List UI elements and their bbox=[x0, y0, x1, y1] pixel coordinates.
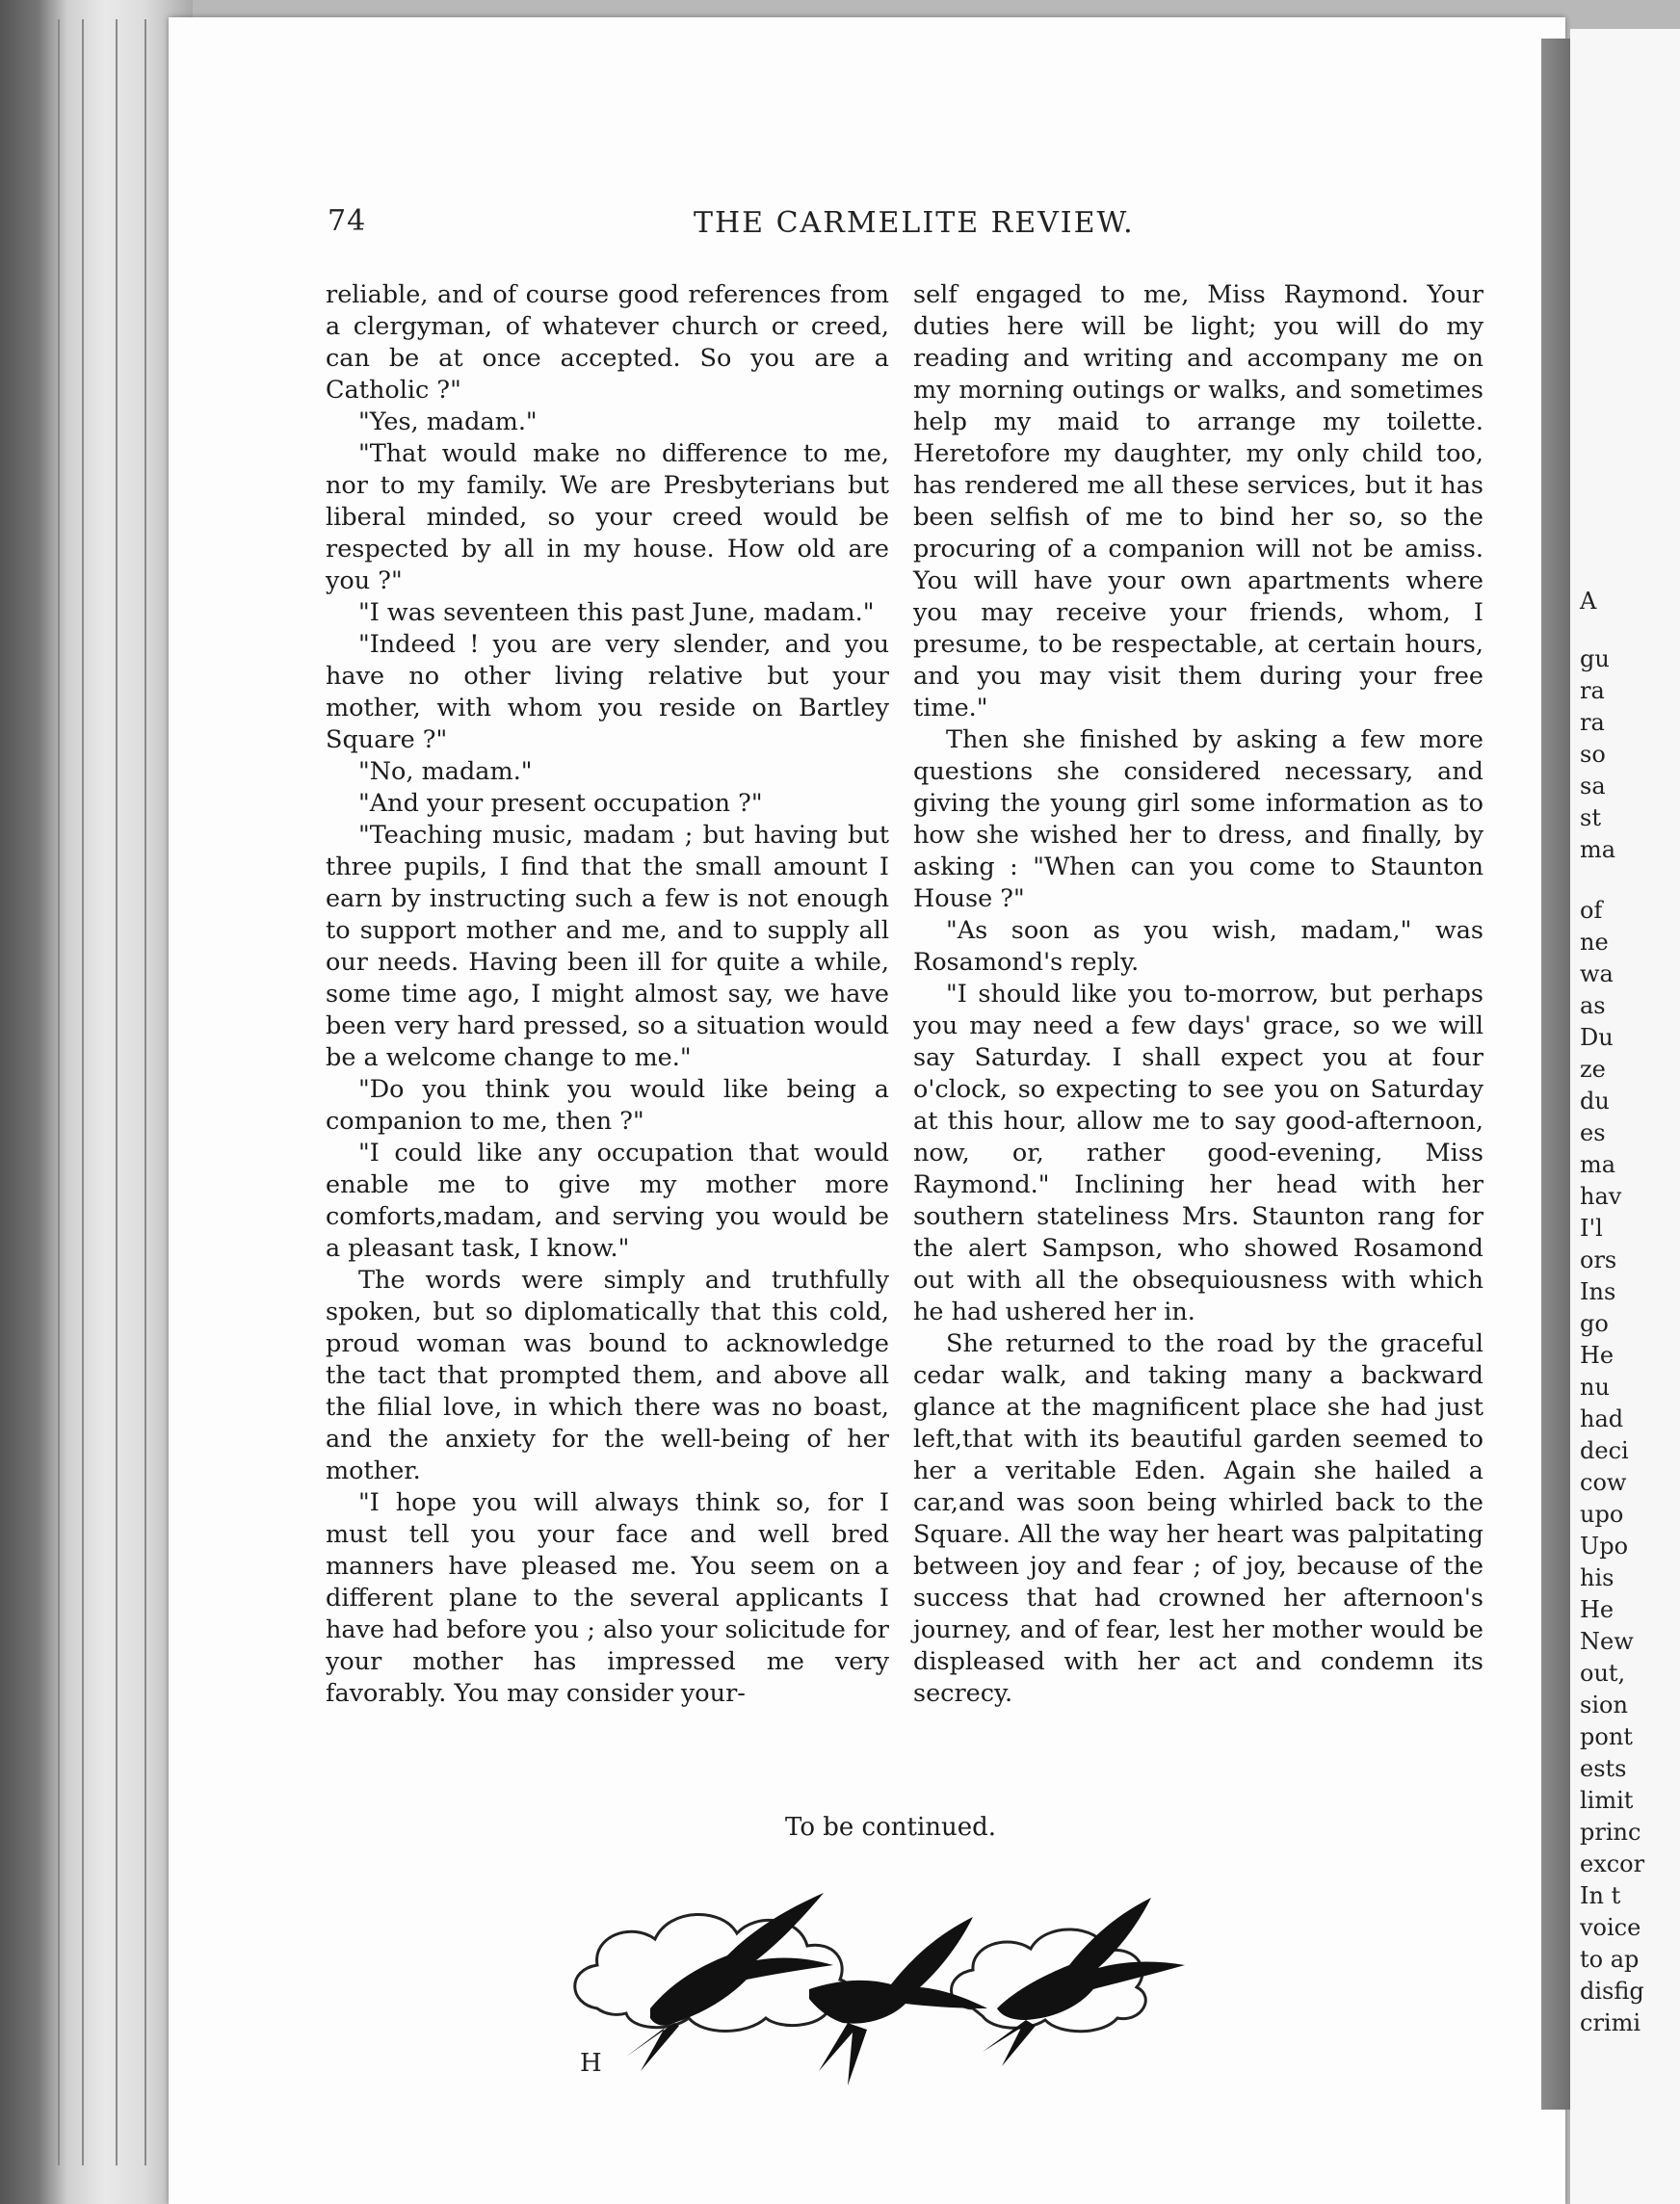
page-edge-line bbox=[116, 19, 118, 2165]
facing-page-fragment: st bbox=[1580, 804, 1601, 831]
paragraph: "I was seventeen this past June, madam." bbox=[358, 598, 875, 627]
paragraph: "I should like you to-morrow, but perhaps you may need a few days' grace, so we will say Saturday. I shall expect you at four o'clock, so expecting to see you on Saturday at this hour, allow me to say good-afternoon, now, or, rather good-evening, Miss Raymond." Inclining her head with her southern stateliness Mrs. Staunton rang for the alert Sampson, who showed Rosamond out with all the obsequiousness with which he had ushered her in. bbox=[913, 980, 1483, 1326]
book-binding bbox=[0, 0, 193, 2204]
facing-page-fragment: Upo bbox=[1580, 1533, 1629, 1560]
paragraph: "Teaching music, madam ; but having but three pupils, I find that the small amount I earn by instructing such a few is not enough to support mother and me, and to supply all our needs. Having been ill for quite a while, some time ago, I might almost say, we have been very hard pressed, so a situation would be a welcome change to me." bbox=[326, 821, 889, 1072]
facing-page-fragment: disfig bbox=[1580, 1978, 1644, 2005]
facing-page-fragment: voice bbox=[1580, 1914, 1641, 1941]
facing-page-fragment: sa bbox=[1580, 773, 1606, 800]
paragraph: "That would make no difference to me, nor to my family. We are Presbyterians but liberal minded, so your creed would be respected by all in my house. How old are you ?" bbox=[326, 439, 889, 595]
swallow-icon bbox=[626, 1893, 833, 2071]
facing-page-fragment: He bbox=[1580, 1596, 1614, 1623]
facing-page-fragment: pont bbox=[1580, 1723, 1633, 1750]
artist-signature: H bbox=[580, 2049, 602, 2078]
facing-page bbox=[1570, 29, 1680, 2204]
facing-page-fragment: deci bbox=[1580, 1437, 1629, 1464]
swallow-icon bbox=[809, 1917, 987, 2086]
paragraph: "Do you think you would like being a companion to me, then ?" bbox=[326, 1075, 889, 1136]
facing-page-fragment: upo bbox=[1580, 1501, 1624, 1528]
facing-page-fragment: out, bbox=[1580, 1660, 1626, 1687]
facing-page-fragment: his bbox=[1580, 1564, 1614, 1591]
page-edge-line bbox=[144, 19, 146, 2165]
left-column bbox=[326, 279, 889, 1710]
paragraph: "As soon as you wish, madam," was Rosamond's reply. bbox=[913, 916, 1483, 977]
facing-page-fragment: ze bbox=[1580, 1056, 1606, 1083]
facing-page-fragment: hav bbox=[1580, 1183, 1622, 1210]
paragraph: The words were simply and truthfully spoken, but so diplomatically that this cold, proud woman was bound to acknowledge the tact that prompted them, and above all the filial love, in which there was no boast, and the anxiety for the well-being of her mother. bbox=[326, 1266, 889, 1485]
facing-page-fragment: I'l bbox=[1580, 1215, 1603, 1242]
facing-page-fragment: sion bbox=[1580, 1692, 1628, 1719]
facing-page-fragment: had bbox=[1580, 1405, 1624, 1432]
page-number: 74 bbox=[328, 204, 367, 238]
right-column bbox=[913, 279, 1483, 1710]
running-head: THE CARMELITE REVIEW. bbox=[694, 206, 1135, 240]
facing-page-fragment: ne bbox=[1580, 929, 1609, 956]
paragraph: reliable, and of course good references from a clergyman, of whatever church or creed, can be at once accepted. So you are a Catholic ?" bbox=[326, 280, 889, 405]
facing-page-fragment: ors bbox=[1580, 1246, 1617, 1273]
facing-page-fragment: excor bbox=[1580, 1850, 1645, 1877]
facing-page-fragment: New bbox=[1580, 1628, 1634, 1655]
facing-page-fragment: cow bbox=[1580, 1469, 1627, 1496]
facing-page-fragment: crimi bbox=[1580, 2009, 1641, 2036]
facing-page-fragment: ma bbox=[1580, 836, 1616, 863]
facing-page-fragment: so bbox=[1580, 741, 1606, 768]
facing-page-fragment: ests bbox=[1580, 1755, 1627, 1782]
facing-page-fragment: gu bbox=[1580, 645, 1610, 672]
continued-note: To be continued. bbox=[785, 1813, 997, 1842]
facing-page-fragment: nu bbox=[1580, 1374, 1610, 1401]
facing-page-fragment: In t bbox=[1580, 1882, 1621, 1909]
facing-page-fragment: of bbox=[1580, 897, 1603, 924]
paragraph: Then she finished by asking a few more questions she considered necessary, and giving the young girl some information as to how she wished her to dress, and finally, by asking : "When can you come to Staunton House ?" bbox=[913, 725, 1483, 913]
facing-page-fragment: princ bbox=[1580, 1819, 1641, 1846]
gutter-shadow bbox=[1541, 39, 1570, 2110]
paragraph: "Indeed ! you are very slender, and you have no other living relative but your mother, with whom you reside on Bartley Square ?" bbox=[326, 630, 889, 754]
facing-page-fragment: es bbox=[1580, 1119, 1606, 1146]
swallows-illustration bbox=[559, 1864, 1233, 2100]
page-edge-line bbox=[82, 19, 84, 2165]
page-header bbox=[328, 204, 1493, 243]
facing-page-fragment: A bbox=[1580, 588, 1597, 615]
facing-page-fragment: to ap bbox=[1580, 1946, 1640, 1973]
facing-page-fragment: ra bbox=[1580, 709, 1605, 736]
swallow-icon bbox=[983, 1898, 1185, 2066]
facing-page-fragment: ra bbox=[1580, 677, 1605, 704]
paragraph: She returned to the road by the graceful cedar walk, and taking many a backward glance at the magnificent place she had just left,that with its beautiful garden seemed to her a veritable Eden. Again she hailed a car,and was soon being whirled back to the Square. All the way her heart was palpitating between joy and fear ; of joy, because of the success that had crowned her afternoon's journey, and of fear, lest her mother would be displeased with her act and condemn its secrecy. bbox=[913, 1329, 1483, 1708]
paragraph: "Yes, madam." bbox=[358, 407, 538, 436]
facing-page-fragment: He bbox=[1580, 1342, 1614, 1369]
paragraph: "And your present occupation ?" bbox=[358, 789, 763, 818]
facing-page-fragment: du bbox=[1580, 1088, 1610, 1115]
paragraph: self engaged to me, Miss Raymond. Your duties here will be light; you will do my reading and writing and accompany me on my morning outings or walks, and sometimes help my maid to arrange my toilette. Heretofore my daughter, my only child too, has rendered me all these services, but it has been selfish of me to bind her so, so the procuring of a companion will not be amiss. You will have your own apartments where you may receive your friends, whom, I presume, to be respectable, at certain hours, and you may visit them during your free time." bbox=[913, 280, 1483, 722]
facing-page-fragment: ma bbox=[1580, 1151, 1616, 1178]
facing-page-fragment: Du bbox=[1580, 1024, 1614, 1051]
paragraph: "I could like any occupation that would enable me to give my mother more comforts,madam, and serving you would be a pleasant task, I know." bbox=[326, 1139, 889, 1263]
facing-page-fragment: go bbox=[1580, 1310, 1609, 1337]
facing-page-fragment: limit bbox=[1580, 1787, 1634, 1814]
page-edge-line bbox=[58, 19, 60, 2165]
facing-page-fragment: as bbox=[1580, 992, 1606, 1019]
paragraph: "No, madam." bbox=[358, 757, 533, 786]
paragraph: "I hope you will always think so, for I must tell you your face and well bred manners have pleased me. You seem on a different plane to the several applicants I have had before you ; also your solicitude for your mother has impressed me very favorably. You may consider your- bbox=[326, 1488, 889, 1708]
facing-page-fragment: Ins bbox=[1580, 1278, 1616, 1305]
facing-page-fragment: wa bbox=[1580, 960, 1614, 987]
